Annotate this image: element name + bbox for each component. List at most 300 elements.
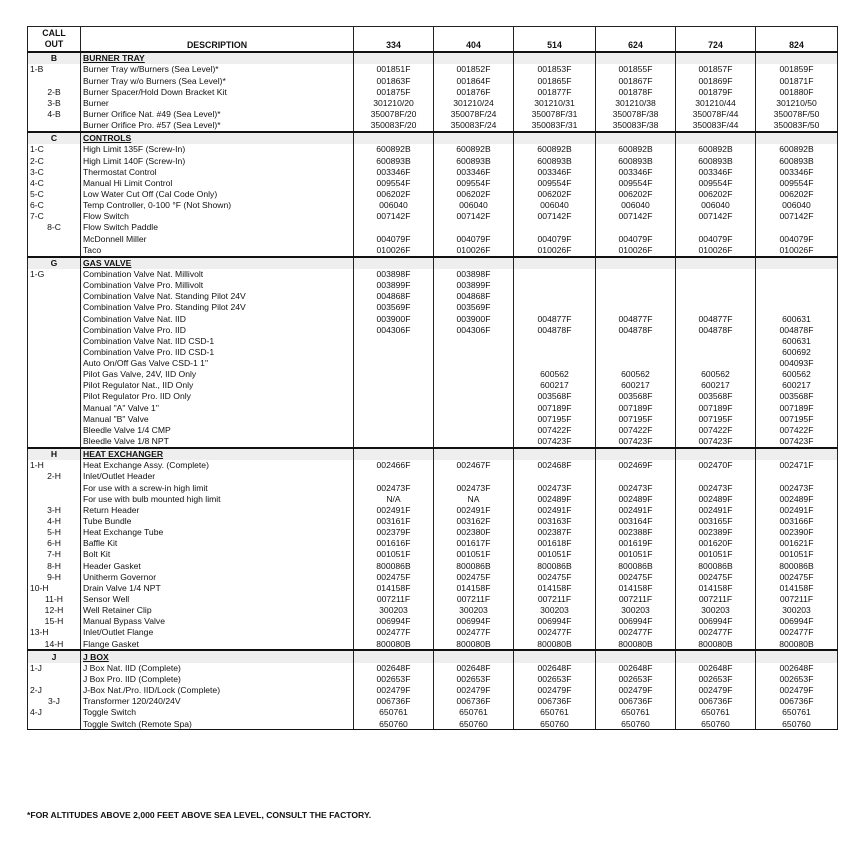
- part-number-cell: 002479F: [756, 685, 838, 696]
- table-row: [28, 75, 838, 86]
- part-number-cell: [756, 52, 838, 64]
- part-number-cell: 014158F: [354, 583, 434, 594]
- part-number-cell: 350078F/20: [354, 109, 434, 120]
- table-row: [28, 436, 838, 448]
- table-row: [28, 109, 838, 120]
- part-number-cell: 001864F: [434, 75, 514, 86]
- description-cell: Combination Valve Nat. Millivolt: [81, 269, 354, 280]
- part-number-cell: 003346F: [596, 166, 676, 177]
- part-number-cell: 003165F: [676, 516, 756, 527]
- part-number-cell: [354, 369, 434, 380]
- table-row: [28, 471, 838, 482]
- part-number-cell: 009554F: [676, 178, 756, 189]
- part-number-cell: [596, 358, 676, 369]
- part-number-cell: 007189F: [756, 402, 838, 413]
- callout-cell: 14-H: [28, 638, 81, 650]
- part-number-cell: [514, 336, 596, 347]
- part-number-cell: 007211F: [596, 594, 676, 605]
- part-number-cell: [596, 471, 676, 482]
- part-number-cell: 006040: [756, 200, 838, 211]
- part-number-cell: [514, 280, 596, 291]
- part-number-cell: 600631: [756, 336, 838, 347]
- description-cell: Flow Switch Paddle: [81, 222, 354, 233]
- footnote: *FOR ALTITUDES ABOVE 2,000 FEET ABOVE SEA LEVEL, CONSULT THE FACTORY.: [27, 810, 372, 820]
- part-number-cell: 002491F: [354, 505, 434, 516]
- part-number-cell: 350083F/50: [756, 120, 838, 132]
- part-number-cell: [596, 222, 676, 233]
- table-row: [28, 178, 838, 189]
- part-number-cell: 001853F: [514, 64, 596, 75]
- part-number-cell: [676, 222, 756, 233]
- callout-cell: 8-C: [28, 222, 81, 233]
- part-number-cell: [434, 471, 514, 482]
- part-number-cell: [676, 269, 756, 280]
- description-cell: High Limit 135F (Screw-In): [81, 144, 354, 155]
- part-number-cell: 006040: [434, 200, 514, 211]
- part-number-cell: 002489F: [514, 493, 596, 504]
- callout-cell: [28, 414, 81, 425]
- part-number-cell: 001618F: [514, 538, 596, 549]
- part-number-cell: 001880F: [756, 86, 838, 97]
- part-number-cell: 002477F: [596, 627, 676, 638]
- part-number-cell: 006736F: [514, 696, 596, 707]
- part-number-cell: 006202F: [596, 189, 676, 200]
- description-cell: Heat Exchange Assy. (Complete): [81, 460, 354, 471]
- section-header-row: [28, 257, 838, 269]
- description-cell: J Box Pro. IID (Complete): [81, 674, 354, 685]
- part-number-cell: 003569F: [354, 302, 434, 313]
- callout-cell: [28, 313, 81, 324]
- part-number-cell: [514, 347, 596, 358]
- table-row: [28, 583, 838, 594]
- part-number-cell: [434, 52, 514, 64]
- table-row: [28, 244, 838, 256]
- part-number-cell: 010026F: [676, 244, 756, 256]
- part-number-cell: 003163F: [514, 516, 596, 527]
- description-cell: Pilot Regulator Nat., IID Only: [81, 380, 354, 391]
- description-cell: Well Retainer Clip: [81, 605, 354, 616]
- part-number-cell: 014158F: [756, 583, 838, 594]
- description-cell: Heat Exchange Tube: [81, 527, 354, 538]
- description-cell: Thermostat Control: [81, 166, 354, 177]
- part-number-cell: 600631: [756, 313, 838, 324]
- part-number-cell: 002489F: [596, 493, 676, 504]
- part-number-cell: 800080B: [434, 638, 514, 650]
- part-number-cell: [354, 414, 434, 425]
- part-number-cell: 002477F: [756, 627, 838, 638]
- description-cell: Combination Valve Pro. Millivolt: [81, 280, 354, 291]
- part-number-cell: 350083F/38: [596, 120, 676, 132]
- callout-cell: [28, 391, 81, 402]
- part-number-cell: 002477F: [676, 627, 756, 638]
- part-number-cell: 007211F: [354, 594, 434, 605]
- part-number-cell: 301210/38: [596, 98, 676, 109]
- part-number-cell: 800086B: [756, 560, 838, 571]
- part-number-cell: 003162F: [434, 516, 514, 527]
- callout-cell: 6-C: [28, 200, 81, 211]
- part-number-cell: 003568F: [756, 391, 838, 402]
- part-number-cell: [596, 269, 676, 280]
- callout-cell: 9-H: [28, 571, 81, 582]
- part-number-cell: 006202F: [756, 189, 838, 200]
- part-number-cell: [596, 347, 676, 358]
- part-number-cell: 001877F: [514, 86, 596, 97]
- part-number-cell: 600217: [676, 380, 756, 391]
- part-number-cell: [676, 448, 756, 460]
- part-number-cell: 007142F: [676, 211, 756, 222]
- part-number-cell: [676, 358, 756, 369]
- callout-cell: [28, 425, 81, 436]
- callout-cell: 1-C: [28, 144, 81, 155]
- table-row: [28, 280, 838, 291]
- part-number-cell: 002388F: [596, 527, 676, 538]
- description-cell: Inlet/Outlet Flange: [81, 627, 354, 638]
- table-row: [28, 211, 838, 222]
- callout-cell: B: [28, 52, 81, 64]
- table-row: [28, 347, 838, 358]
- table-row: [28, 233, 838, 244]
- part-number-cell: [354, 650, 434, 662]
- part-number-cell: 301210/44: [676, 98, 756, 109]
- callout-cell: 3-B: [28, 98, 81, 109]
- description-cell: Burner: [81, 98, 354, 109]
- part-number-cell: 650761: [354, 707, 434, 718]
- part-number-cell: 001619F: [596, 538, 676, 549]
- part-number-cell: 007211F: [676, 594, 756, 605]
- part-number-cell: 007142F: [514, 211, 596, 222]
- description-cell: Auto On/Off Gas Valve CSD-1 1": [81, 358, 354, 369]
- table-row: [28, 269, 838, 280]
- part-number-cell: 002475F: [596, 571, 676, 582]
- part-number-cell: 010026F: [514, 244, 596, 256]
- part-number-cell: 002470F: [676, 460, 756, 471]
- table-row: [28, 200, 838, 211]
- description-cell: Transformer 120/240/24V: [81, 696, 354, 707]
- part-number-cell: 002653F: [514, 674, 596, 685]
- header-callout-line1: CALL: [42, 28, 66, 38]
- part-number-cell: 002473F: [434, 482, 514, 493]
- part-number-cell: 600892B: [434, 144, 514, 155]
- table-row: [28, 605, 838, 616]
- part-number-cell: 600217: [756, 380, 838, 391]
- callout-cell: 4-B: [28, 109, 81, 120]
- part-number-cell: 600893B: [756, 155, 838, 166]
- part-number-cell: 002653F: [354, 674, 434, 685]
- callout-cell: G: [28, 257, 81, 269]
- callout-cell: 8-H: [28, 560, 81, 571]
- part-number-cell: [354, 471, 434, 482]
- table-row: [28, 98, 838, 109]
- part-number-cell: 001857F: [676, 64, 756, 75]
- description-cell: Combination Valve Pro. Standing Pilot 24V: [81, 302, 354, 313]
- part-number-cell: [354, 436, 434, 448]
- description-cell: Combination Valve Pro. IID: [81, 324, 354, 335]
- callout-cell: 7-C: [28, 211, 81, 222]
- header-model-404: 404: [434, 27, 514, 53]
- part-number-cell: [756, 448, 838, 460]
- part-number-cell: 003346F: [514, 166, 596, 177]
- part-number-cell: 650760: [596, 718, 676, 730]
- description-cell: Bleedle Valve 1/4 CMP: [81, 425, 354, 436]
- header-callout: [28, 27, 81, 53]
- part-number-cell: 002489F: [676, 493, 756, 504]
- part-number-cell: [514, 471, 596, 482]
- part-number-cell: 650761: [596, 707, 676, 718]
- part-number-cell: 650760: [354, 718, 434, 730]
- part-number-cell: [676, 302, 756, 313]
- callout-cell: 4-H: [28, 516, 81, 527]
- description-cell: Toggle Switch (Remote Spa): [81, 718, 354, 730]
- part-number-cell: 001865F: [514, 75, 596, 86]
- part-number-cell: 001051F: [514, 549, 596, 560]
- section-title: J BOX: [81, 650, 354, 662]
- section-header-row: [28, 52, 838, 64]
- part-number-cell: [514, 291, 596, 302]
- part-number-cell: 014158F: [596, 583, 676, 594]
- part-number-cell: 300203: [434, 605, 514, 616]
- part-number-cell: 006040: [676, 200, 756, 211]
- table-row: [28, 358, 838, 369]
- table-row: [28, 189, 838, 200]
- part-number-cell: 800080B: [676, 638, 756, 650]
- part-number-cell: [434, 391, 514, 402]
- part-number-cell: 002475F: [434, 571, 514, 582]
- part-number-cell: [514, 448, 596, 460]
- part-number-cell: [596, 291, 676, 302]
- callout-cell: 11-H: [28, 594, 81, 605]
- description-cell: Return Header: [81, 505, 354, 516]
- part-number-cell: 007423F: [514, 436, 596, 448]
- part-number-cell: 650761: [514, 707, 596, 718]
- callout-cell: [28, 347, 81, 358]
- part-number-cell: NA: [434, 493, 514, 504]
- part-number-cell: 003569F: [434, 302, 514, 313]
- part-number-cell: 007195F: [596, 414, 676, 425]
- callout-cell: 2-H: [28, 471, 81, 482]
- callout-cell: 12-H: [28, 605, 81, 616]
- part-number-cell: 002477F: [434, 627, 514, 638]
- part-number-cell: 002489F: [756, 493, 838, 504]
- part-number-cell: [434, 222, 514, 233]
- table-row: [28, 302, 838, 313]
- part-number-cell: 003568F: [596, 391, 676, 402]
- part-number-cell: 002479F: [434, 685, 514, 696]
- part-number-cell: 800086B: [596, 560, 676, 571]
- description-cell: Burner Orifice Nat. #49 (Sea Level)*: [81, 109, 354, 120]
- part-number-cell: 007195F: [514, 414, 596, 425]
- callout-cell: [28, 291, 81, 302]
- part-number-cell: 002468F: [514, 460, 596, 471]
- part-number-cell: 001875F: [354, 86, 434, 97]
- part-number-cell: 650760: [756, 718, 838, 730]
- part-number-cell: [434, 132, 514, 144]
- part-number-cell: 009554F: [596, 178, 676, 189]
- part-number-cell: 007422F: [756, 425, 838, 436]
- part-number-cell: 007189F: [676, 402, 756, 413]
- part-number-cell: [354, 448, 434, 460]
- callout-cell: 3-C: [28, 166, 81, 177]
- part-number-cell: 001051F: [354, 549, 434, 560]
- callout-cell: 13-H: [28, 627, 81, 638]
- part-number-cell: 600892B: [676, 144, 756, 155]
- callout-cell: 4-J: [28, 707, 81, 718]
- part-number-cell: [354, 358, 434, 369]
- part-number-cell: 001051F: [756, 549, 838, 560]
- part-number-cell: 009554F: [756, 178, 838, 189]
- part-number-cell: [514, 269, 596, 280]
- part-number-cell: [596, 52, 676, 64]
- description-cell: Bolt Kit: [81, 549, 354, 560]
- part-number-cell: 001617F: [434, 538, 514, 549]
- table-row: [28, 685, 838, 696]
- part-number-cell: 600893B: [676, 155, 756, 166]
- part-number-cell: 600892B: [756, 144, 838, 155]
- description-cell: Burner Orifice Pro. #57 (Sea Level)*: [81, 120, 354, 132]
- part-number-cell: 600893B: [596, 155, 676, 166]
- description-cell: J Box Nat. IID (Complete): [81, 663, 354, 674]
- part-number-cell: 800086B: [514, 560, 596, 571]
- part-number-cell: [514, 650, 596, 662]
- part-number-cell: 003900F: [434, 313, 514, 324]
- part-number-cell: [434, 358, 514, 369]
- part-number-cell: [596, 280, 676, 291]
- part-number-cell: 007195F: [756, 414, 838, 425]
- header-model-334: 334: [354, 27, 434, 53]
- part-number-cell: 002491F: [676, 505, 756, 516]
- part-number-cell: 350083F/24: [434, 120, 514, 132]
- table-row: [28, 638, 838, 650]
- part-number-cell: 002389F: [676, 527, 756, 538]
- part-number-cell: 007195F: [676, 414, 756, 425]
- part-number-cell: 014158F: [514, 583, 596, 594]
- part-number-cell: 006202F: [514, 189, 596, 200]
- part-number-cell: 300203: [596, 605, 676, 616]
- table-row: [28, 64, 838, 75]
- description-cell: Drain Valve 1/4 NPT: [81, 583, 354, 594]
- callout-cell: [28, 244, 81, 256]
- part-number-cell: 002471F: [756, 460, 838, 471]
- part-number-cell: 350083F/20: [354, 120, 434, 132]
- part-number-cell: [354, 402, 434, 413]
- callout-cell: [28, 436, 81, 448]
- part-number-cell: 004079F: [596, 233, 676, 244]
- part-number-cell: [434, 369, 514, 380]
- table-body: [28, 52, 838, 730]
- part-number-cell: [756, 291, 838, 302]
- part-number-cell: 301210/31: [514, 98, 596, 109]
- part-number-cell: 002653F: [676, 674, 756, 685]
- part-number-cell: 002653F: [434, 674, 514, 685]
- callout-cell: 2-B: [28, 86, 81, 97]
- part-number-cell: [596, 257, 676, 269]
- part-number-cell: [596, 336, 676, 347]
- part-number-cell: 007142F: [756, 211, 838, 222]
- part-number-cell: 300203: [756, 605, 838, 616]
- part-number-cell: [596, 448, 676, 460]
- callout-cell: H: [28, 448, 81, 460]
- part-number-cell: [354, 336, 434, 347]
- part-number-cell: 007422F: [596, 425, 676, 436]
- part-number-cell: 003900F: [354, 313, 434, 324]
- table-row: [28, 120, 838, 132]
- table-row: [28, 324, 838, 335]
- part-number-cell: 003346F: [354, 166, 434, 177]
- part-number-cell: 002469F: [596, 460, 676, 471]
- part-number-cell: 003899F: [354, 280, 434, 291]
- part-number-cell: 600562: [596, 369, 676, 380]
- part-number-cell: 002491F: [514, 505, 596, 516]
- part-number-cell: 800086B: [434, 560, 514, 571]
- part-number-cell: 001869F: [676, 75, 756, 86]
- part-number-cell: 002477F: [354, 627, 434, 638]
- part-number-cell: 010026F: [756, 244, 838, 256]
- part-number-cell: 004079F: [354, 233, 434, 244]
- part-number-cell: N/A: [354, 493, 434, 504]
- part-number-cell: 002479F: [514, 685, 596, 696]
- part-number-cell: [756, 257, 838, 269]
- part-number-cell: 002467F: [434, 460, 514, 471]
- part-number-cell: 006736F: [756, 696, 838, 707]
- part-number-cell: 004079F: [756, 233, 838, 244]
- part-number-cell: 007211F: [514, 594, 596, 605]
- callout-cell: [28, 482, 81, 493]
- table-row: [28, 460, 838, 471]
- section-header-row: [28, 448, 838, 460]
- part-number-cell: 001855F: [596, 64, 676, 75]
- parts-table: [27, 26, 838, 730]
- table-row: [28, 616, 838, 627]
- callout-cell: 15-H: [28, 616, 81, 627]
- part-number-cell: 600562: [756, 369, 838, 380]
- part-number-cell: 350078F/50: [756, 109, 838, 120]
- table-row: [28, 313, 838, 324]
- part-number-cell: 007142F: [434, 211, 514, 222]
- callout-cell: 4-C: [28, 178, 81, 189]
- description-cell: Manual Bypass Valve: [81, 616, 354, 627]
- part-number-cell: 002473F: [514, 482, 596, 493]
- part-number-cell: [756, 269, 838, 280]
- part-number-cell: 002479F: [596, 685, 676, 696]
- part-number-cell: [676, 347, 756, 358]
- table-row: [28, 663, 838, 674]
- part-number-cell: [514, 52, 596, 64]
- part-number-cell: 007142F: [354, 211, 434, 222]
- part-number-cell: 002648F: [434, 663, 514, 674]
- table-row: [28, 144, 838, 155]
- table-row: [28, 291, 838, 302]
- table-row: [28, 560, 838, 571]
- part-number-cell: 002475F: [514, 571, 596, 582]
- part-number-cell: [676, 291, 756, 302]
- part-number-cell: 800086B: [354, 560, 434, 571]
- part-number-cell: 600892B: [354, 144, 434, 155]
- description-cell: Manual "A" Valve 1": [81, 402, 354, 413]
- part-number-cell: [676, 257, 756, 269]
- part-number-cell: 001851F: [354, 64, 434, 75]
- part-number-cell: [434, 436, 514, 448]
- part-number-cell: 003346F: [676, 166, 756, 177]
- part-number-cell: 300203: [676, 605, 756, 616]
- part-number-cell: 001852F: [434, 64, 514, 75]
- part-number-cell: 301210/50: [756, 98, 838, 109]
- part-number-cell: [514, 132, 596, 144]
- part-number-cell: 006202F: [354, 189, 434, 200]
- part-number-cell: 002479F: [676, 685, 756, 696]
- table-row: [28, 627, 838, 638]
- part-number-cell: 002648F: [354, 663, 434, 674]
- part-number-cell: 006994F: [596, 616, 676, 627]
- part-number-cell: 002466F: [354, 460, 434, 471]
